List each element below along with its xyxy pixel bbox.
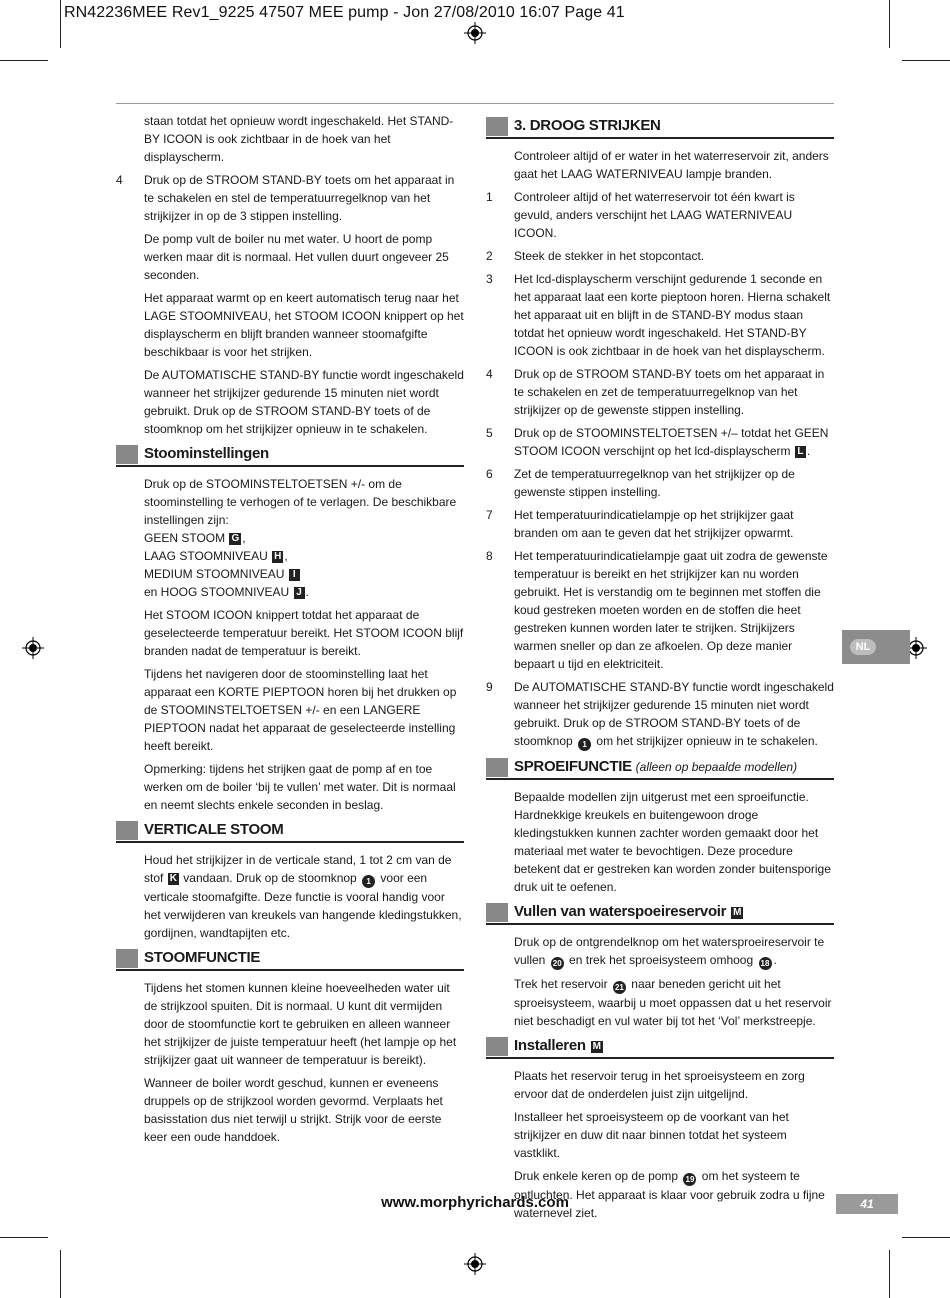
paragraph: Steek de stekker in het stopcontact. (514, 249, 705, 263)
part-number-badge: 21 (613, 981, 626, 994)
header-bar (486, 1037, 508, 1056)
registration-mark-icon (464, 22, 486, 44)
step-number: 6 (486, 467, 493, 481)
paragraph: Druk op de STROOM STAND-BY toets om het apparaat in te schakelen en zet de temperatuurregelknop van het strijkijzer op de gewenste stippen instelling. (514, 367, 825, 417)
section-header-installeren (486, 1035, 834, 1059)
paragraph: Controleer altijd of het waterreservoir tot één kwart is gevuld, anders verschijnt het LAAG WATERNIVEAU ICOON. (514, 190, 795, 240)
crop-mark (60, 0, 61, 48)
setting-line: MEDIUM STOOMNIVEAU I (144, 565, 464, 583)
paragraph: Het temperatuurindicatielampje gaat uit zodra de gewenste temperatuur is bereikt en het strijkijzer kan nu worden gebruikt. Het is verstandig om te beginnen met stoffen die koud gestreken moeten worden en de stoffen die heet gestreken kunnen worden later te strijken. Strijkijzers warmen sneller op dan ze afkoelen. Op deze manier bepaart u tijd en elektriciteit. (514, 549, 828, 671)
paragraph: Zet de temperatuurregelknop van het strijkijzer op de gewenste stippen instelling. (514, 467, 795, 499)
paragraph: Tijdens het stomen kunnen kleine hoeveelheden water uit de strijkzool spuiten. Dit is normaal. U kunt dit vermijden door de stoomfunctie kort te gebruiken en alleen wanneer het strijkijzer de juiste temperatuur heeft (het lampje op het strijkijzer gaat uit wanneer de temperatuur is bereikt). (144, 981, 457, 1067)
setting-icon: G (231, 533, 240, 544)
paragraph: De AUTOMATISCHE STAND-BY functie wordt ingeschakeld wanneer het strijkijzer gedurende 15 minuten niet wordt gebruikt. Druk op de STROOM STAND-BY toets of de stoomknop om het strijkijzer opnieuw in te schakelen. (144, 368, 464, 436)
step-number: 4 (116, 173, 123, 187)
section-title: VERTICALE STOOM (144, 821, 284, 838)
paragraph: Druk enkele keren op de pomp 19 om het systeem te ontluchten. Het apparaat is klaar voor gebruik zodra u fijne waternevel ziet. (514, 1169, 825, 1220)
crop-mark (889, 0, 890, 48)
header-bar (116, 821, 138, 840)
paragraph: Tijdens het navigeren door de stoominstelling laat het apparaat een KORTE PIEPTOON horen bij het drukken op de STOOMINSTELTOETSEN +/- en een LANGERE PIEPTOON nadat het apparaat de geselecteerde instelling heeft bereikt. (144, 667, 457, 753)
step-number: 1 (486, 190, 493, 204)
header-bar (486, 117, 508, 136)
crop-mark (60, 1250, 61, 1298)
step-9 (486, 678, 834, 751)
left-column (116, 112, 464, 1151)
part-number-badge: 18 (759, 957, 772, 970)
step-number: 4 (486, 367, 493, 381)
steam-settings-list (144, 475, 464, 601)
header-bar (116, 445, 138, 464)
step-1 (486, 188, 834, 242)
step-6 (486, 465, 834, 501)
paragraph: Het lcd-displayscherm verschijnt gedurende 1 seconde en het apparaat laat een korte pieptoon horen. Hierna schakelt het apparaat uit en blijft in de STAND-BY modus staan totdat het opnieuw wordt ingeschakeld. Het STAND-BY ICOON is ook zichtbaar in de hoek van het displayscherm. (514, 272, 831, 358)
section-title: SPROEIFUNCTIE (alleen op bepaalde modellen) (514, 758, 798, 775)
paragraph: Trek het reservoir 21 naar beneden gericht uit het sproeisysteem, waarbij u moet oppassen dat u het reservoir niet beschadigt en vul water bij tot het ‘Vol’ merkstreepje. (514, 977, 832, 1028)
part-number-badge: 19 (683, 1173, 696, 1186)
model-icon: M (592, 1041, 601, 1052)
step-number: 5 (486, 426, 493, 440)
step-7 (486, 506, 834, 542)
mode-icon: L (795, 446, 806, 458)
step-number: 3 (486, 272, 493, 286)
section-title: 3. DROOG STRIJKEN (514, 117, 661, 134)
paragraph: Plaats het reservoir terug in het sproeisysteem en zorg ervoor dat de onderdelen juist zijn uitgelijnd. (514, 1069, 805, 1101)
printer-slug: RN42236MEE Rev1_9225 47507 MEE pump - Jon 27/08/2010 16:07 Page 41 (64, 4, 625, 21)
section-title: Stoominstellingen (144, 445, 269, 462)
step-5 (486, 424, 834, 460)
crop-mark (889, 1250, 890, 1298)
section-title: STOOMFUNCTIE (144, 949, 261, 966)
setting-line: LAAG STOOMNIVEAU H , (144, 549, 288, 563)
paragraph: Druk op de STOOMINSTELTOETSEN +/– totdat het GEEN STOOM ICOON verschijnt op het lcd-displayscherm L . (514, 426, 829, 458)
registration-mark-icon (22, 637, 44, 659)
part-number-badge: 1 (362, 875, 375, 888)
step-number: 7 (486, 508, 493, 522)
paragraph: Het apparaat warmt op en keert automatisch terug naar het LAGE STOOMNIVEAU, het STOOM ICOON knippert op het displayscherm en blijft branden wanneer stoomafgifte beschikbaar is voor het strijken. (144, 291, 464, 359)
crop-mark (902, 1237, 950, 1238)
language-tab (842, 630, 910, 664)
page-number: 41 (836, 1194, 898, 1214)
paragraph: Het STOOM ICOON knippert totdat het apparaat de geselecteerde temperatuur bereikt. Het STOOM ICOON blijf branden nadat de temperatuur is bereikt. (144, 608, 464, 658)
setting-icon: I (289, 569, 300, 581)
setting-line: en HOOG STOOMNIVEAU J . (144, 585, 309, 599)
crop-mark (0, 1237, 48, 1238)
paragraph: Wanneer de boiler wordt geschud, kunnen er eveneens druppels op de strijkzool worden gevormd. Verplaats het basisstation dus niet terwijl u strijkt. Strijk voor de eerste keer een oude handdoek. (144, 1076, 443, 1144)
step-4 (116, 171, 464, 438)
section-title: Vullen van waterspoeireservoir M (514, 903, 742, 920)
model-icon: M (733, 907, 742, 918)
crop-mark (0, 60, 48, 61)
paragraph: Druk op de STROOM STAND-BY toets om het apparaat in te schakelen en stel de temperatuurregelknop van het strijkijzer in op de 3 stippen instelling. (144, 173, 455, 223)
step-2 (486, 247, 834, 265)
language-label: NL (850, 639, 876, 655)
part-number-badge: 20 (551, 957, 564, 970)
paragraph: Installeer het sproeisysteem op de voorkant van het strijkijzer en duw dit naar binnen totdat het systeem vastklikt. (514, 1110, 789, 1160)
crop-mark (902, 60, 950, 61)
step-number: 8 (486, 549, 493, 563)
section-header-stoomfunctie (116, 947, 464, 971)
part-number-badge: 1 (578, 738, 591, 751)
website-url: www.morphyrichards.com (381, 1194, 569, 1211)
paragraph: Houd het strijkijzer in de verticale stand, 1 tot 2 cm van de stof K vandaan. Druk op de stoomknop 1 voor een verticale stoomafgifte. Deze functie is vooral handig voor het verwijderen van kreukels van hangende kledingstukken, gordijnen, wandtapijten etc. (144, 853, 462, 940)
step-number: 9 (486, 680, 493, 694)
step-4 (486, 365, 834, 419)
setting-line: GEEN STOOM G , (144, 531, 246, 545)
section-header-verticale-stoom (116, 819, 464, 843)
top-rule (116, 103, 834, 104)
paragraph: Controleer altijd of er water in het waterreservoir zit, anders gaat het LAAG WATERNIVEAU lampje branden. (514, 149, 829, 181)
paragraph: Druk op de ontgrendelknop om het watersproeireservoir te vullen 20 en trek het sproeisysteem omhoog 18 . (514, 935, 825, 968)
step-number: 2 (486, 249, 493, 263)
section-header-stoominstellingen (116, 443, 464, 467)
paragraph: Opmerking: tijdens het strijken gaat de pomp af en toe werken om de boiler ‘bij te vullen’ met water. Dit is normaal en neemt slechts enkele seconden in beslag. (144, 762, 456, 812)
setting-icon: H (274, 551, 282, 562)
paragraph: Het temperatuurindicatielampje op het strijkijzer gaat branden om aan te geven dat het strijkijzer opwarmt. (514, 508, 794, 540)
header-bar (116, 949, 138, 968)
header-bar (486, 758, 508, 777)
section-title: Installeren M (514, 1037, 601, 1054)
paragraph: De pomp vult de boiler nu met water. U hoort de pomp werken maar dit is normaal. Het vullen duurt ongeveer 25 seconden. (144, 232, 449, 282)
section-header-droog-strijken (486, 115, 834, 139)
paragraph: Bepaalde modellen zijn uitgerust met een sproeifunctie. Hardnekkige kreukels en buitengewoon droge kledingstukken kunnen zachter worden gemaakt door het materiaal met water te bevochtigen. Deze procedure betekent dat er gestreken kan worden zonder buitensporige druk uit te oefenen. (514, 790, 831, 894)
registration-mark-icon (464, 1253, 486, 1275)
step-3 (486, 270, 834, 360)
right-column (486, 112, 834, 1227)
section-header-vullen (486, 901, 834, 925)
mode-icon: K (169, 873, 177, 884)
step-8 (486, 547, 834, 673)
paragraph: staan totdat het opnieuw wordt ingeschakeld. Het STAND-BY ICOON is ook zichtbaar in de hoek van het displayscherm. (144, 114, 454, 164)
paragraph: Druk op de STOOMINSTELTOETSEN +/- om de stoominstelling te verhogen of te verlagen. De beschikbare instellingen zijn: (144, 477, 457, 527)
header-bar (486, 903, 508, 922)
paragraph: De AUTOMATISCHE STAND-BY functie wordt ingeschakeld wanneer het strijkijzer gedurende 15 minuten niet wordt gebruikt. Druk op de STROOM STAND-BY toets of de stoomknop 1 om het strijkijzer opnieuw in te schakelen. (514, 680, 834, 749)
section-header-sproeifunctie (486, 756, 834, 780)
section-subtitle: (alleen op bepaalde modellen) (635, 760, 798, 774)
setting-icon: J (294, 587, 305, 599)
